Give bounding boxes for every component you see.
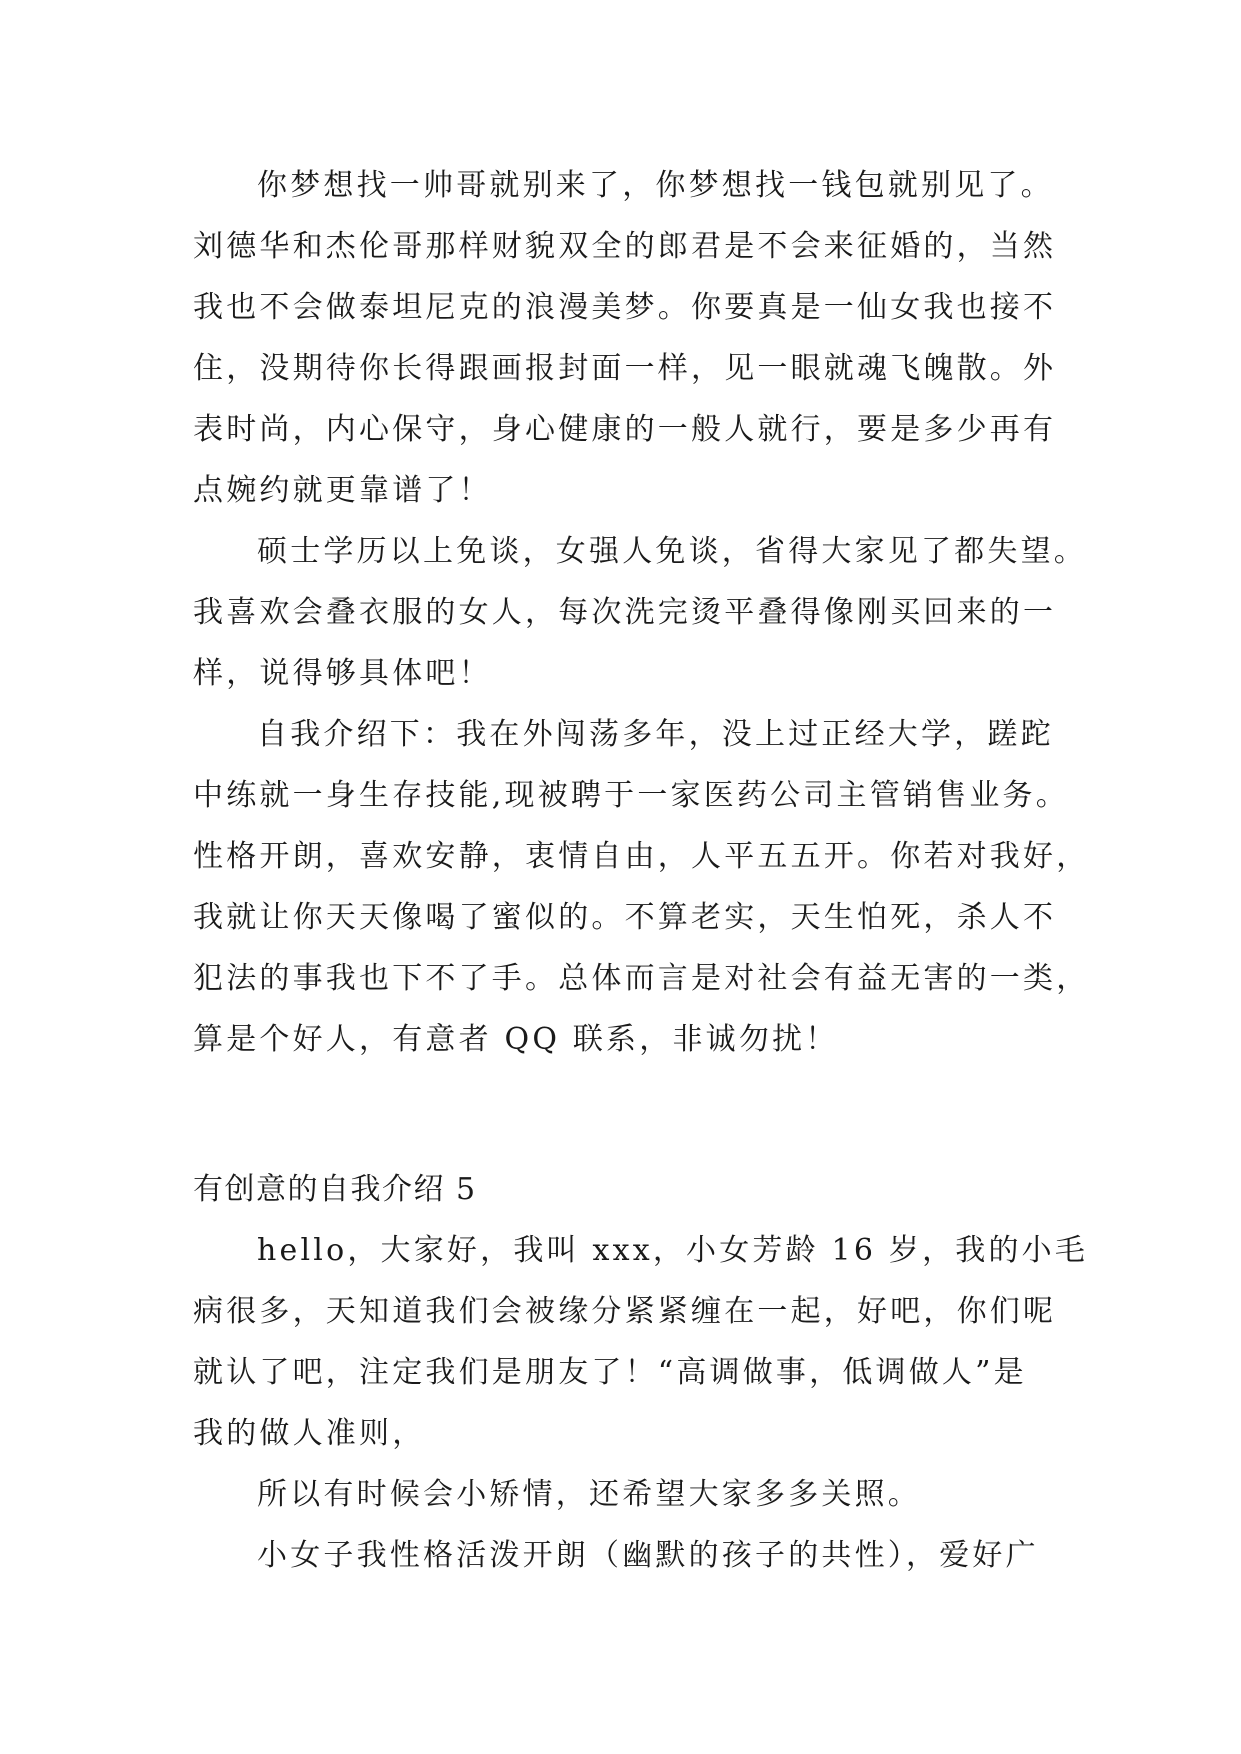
- paragraph-line: 你梦想找一帅哥就别来了，你梦想找一钱包就别见了。: [257, 168, 1054, 203]
- paragraph-line: 犯法的事我也下不了手。总体而言是对社会有益无害的一类，: [193, 961, 1090, 996]
- paragraph-line: 点婉约就更靠谱了！: [193, 473, 492, 508]
- paragraph-line: hello，大家好，我叫 xxx，小女芳龄 16 岁，我的小毛: [257, 1233, 1089, 1268]
- section-heading: 有创意的自我介绍 5: [193, 1172, 477, 1207]
- paragraph-line: 自我介绍下：我在外闯荡多年，没上过正经大学，蹉跎: [257, 717, 1054, 752]
- paragraph-line: 表时尚，内心保守，身心健康的一般人就行，要是多少再有: [193, 412, 1057, 447]
- paragraph-line: 硕士学历以上免谈，女强人免谈，省得大家见了都失望。: [257, 534, 1087, 569]
- paragraph-line: 病很多，天知道我们会被缘分紧紧缠在一起，好吧，你们呢: [193, 1294, 1057, 1329]
- paragraph-line: 我的做人准则，: [193, 1416, 426, 1451]
- paragraph-line: 样，说得够具体吧！: [193, 656, 492, 691]
- paragraph-line: 住，没期待你长得跟画报封面一样，见一眼就魂飞魄散。外: [193, 351, 1057, 386]
- paragraph-line: 我就让你天天像喝了蜜似的。不算老实，天生怕死，杀人不: [193, 900, 1057, 935]
- paragraph-line: 性格开朗，喜欢安静，衷情自由，人平五五开。你若对我好，: [193, 839, 1090, 874]
- paragraph-line: 小女子我性格活泼开朗（幽默的孩子的共性），爱好广: [257, 1538, 1039, 1573]
- paragraph-line: 就认了吧，注定我们是朋友了！“高调做事，低调做人”是: [193, 1355, 1027, 1390]
- paragraph-line: 算是个好人，有意者 QQ 联系，非诚勿扰！: [193, 1022, 839, 1057]
- paragraph-line: 所以有时候会小矫情，还希望大家多多关照。: [257, 1477, 921, 1512]
- paragraph-line: 我喜欢会叠衣服的女人，每次洗完烫平叠得像刚买回来的一: [193, 595, 1057, 630]
- paragraph-line: 我也不会做泰坦尼克的浪漫美梦。你要真是一仙女我也接不: [193, 290, 1057, 325]
- paragraph-line: 中练就一身生存技能,现被聘于一家医药公司主管销售业务。: [193, 778, 1069, 813]
- paragraph-line: 刘德华和杰伦哥那样财貌双全的郎君是不会来征婚的，当然: [193, 229, 1057, 264]
